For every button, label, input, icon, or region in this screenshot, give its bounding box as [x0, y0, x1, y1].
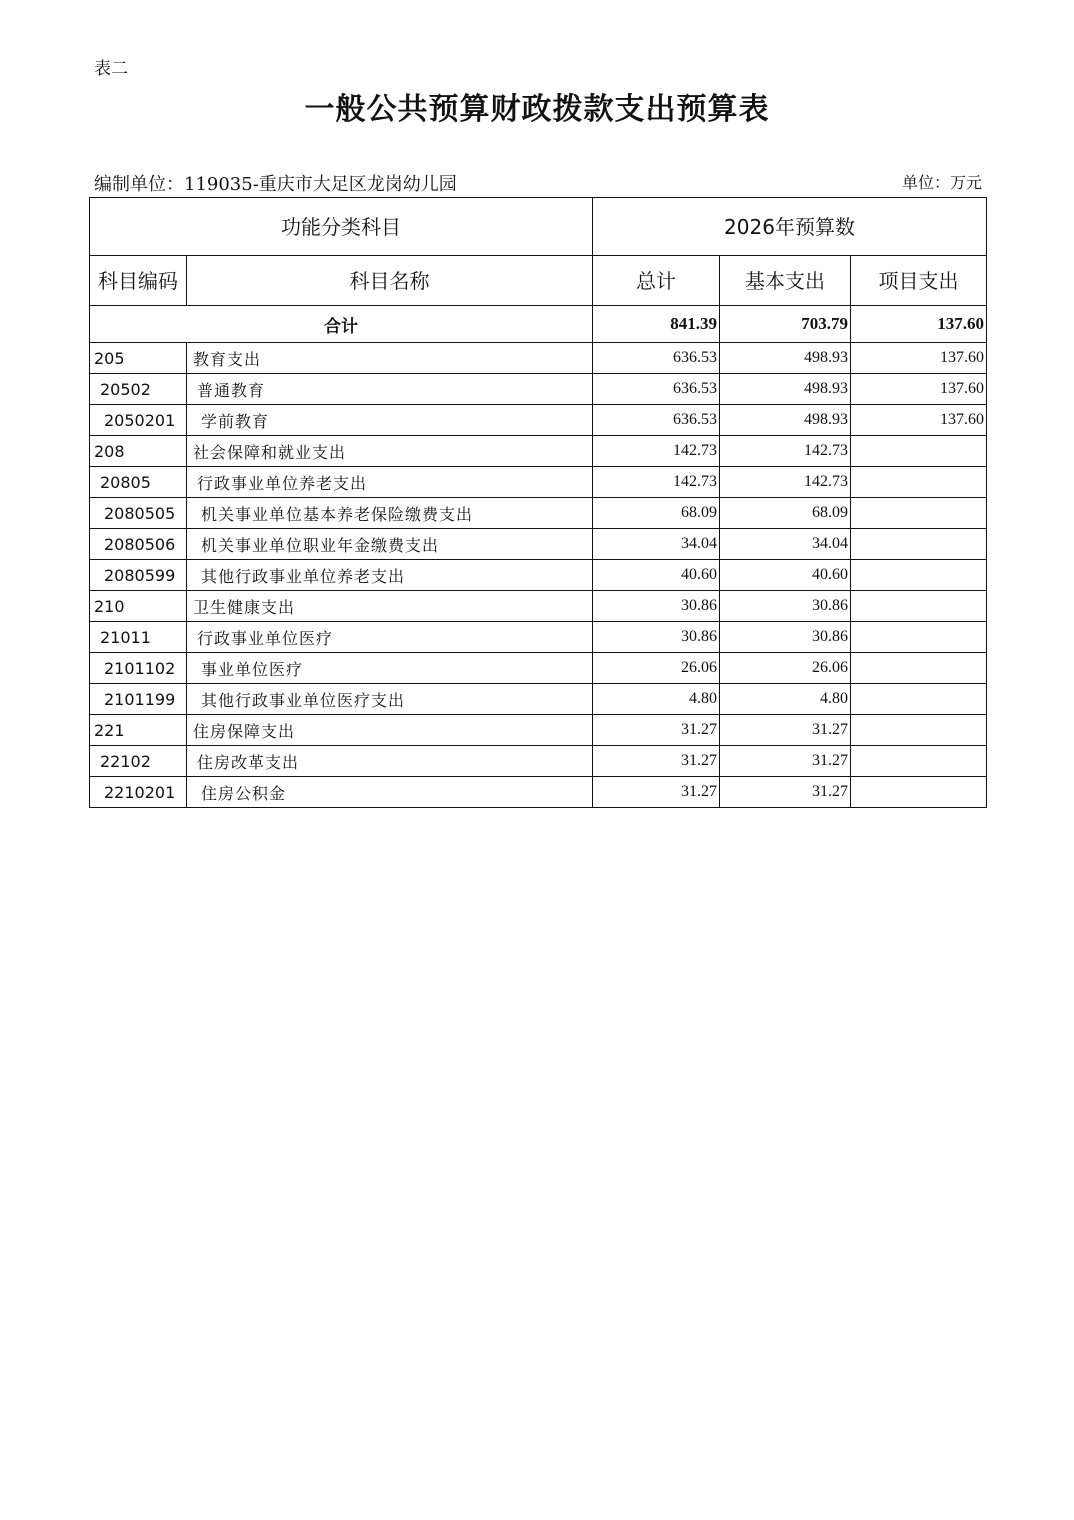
name-cell: 其他行政事业单位养老支出 — [187, 560, 593, 591]
table-row — [90, 684, 987, 715]
total-cell: 142.73 — [593, 467, 720, 498]
table-row — [90, 343, 987, 374]
unit-label: 单位：万元 — [901, 173, 982, 192]
project-cell — [851, 529, 987, 560]
name-cell: 普通教育 — [187, 374, 593, 405]
name-cell: 学前教育 — [187, 405, 593, 436]
total-project: 137.60 — [851, 306, 987, 343]
name-cell: 事业单位医疗 — [187, 653, 593, 684]
basic-cell: 498.93 — [720, 343, 851, 374]
code-cell: 20805 — [90, 467, 187, 498]
table-body — [90, 306, 987, 808]
table-row — [90, 498, 987, 529]
project-cell — [851, 777, 987, 808]
code-cell: 208 — [90, 436, 187, 467]
project-cell — [851, 653, 987, 684]
name-cell: 教育支出 — [187, 343, 593, 374]
project-cell: 137.60 — [851, 343, 987, 374]
basic-cell: 4.80 — [720, 684, 851, 715]
code-cell: 22102 — [90, 746, 187, 777]
name-cell: 机关事业单位职业年金缴费支出 — [187, 529, 593, 560]
table-row — [90, 560, 987, 591]
table-row — [90, 653, 987, 684]
header-basic: 基本支出 — [720, 256, 851, 306]
name-cell: 住房保障支出 — [187, 715, 593, 746]
table-row — [90, 715, 987, 746]
basic-cell: 40.60 — [720, 560, 851, 591]
org-label: 编制单位：119035-重庆市大足区龙岗幼儿园 — [94, 174, 457, 195]
code-cell: 2080505 — [90, 498, 187, 529]
table-row — [90, 467, 987, 498]
code-cell: 2101102 — [90, 653, 187, 684]
project-cell — [851, 436, 987, 467]
name-cell: 卫生健康支出 — [187, 591, 593, 622]
header-budget-year: 2026年预算数 — [593, 198, 987, 256]
total-basic: 703.79 — [720, 306, 851, 343]
table-row — [90, 746, 987, 777]
name-cell: 其他行政事业单位医疗支出 — [187, 684, 593, 715]
total-cell: 68.09 — [593, 498, 720, 529]
table-row — [90, 405, 987, 436]
basic-cell: 142.73 — [720, 467, 851, 498]
table-row — [90, 529, 987, 560]
project-cell — [851, 467, 987, 498]
table-row — [90, 374, 987, 405]
basic-cell: 68.09 — [720, 498, 851, 529]
name-cell: 机关事业单位基本养老保险缴费支出 — [187, 498, 593, 529]
project-cell — [851, 684, 987, 715]
total-cell: 636.53 — [593, 405, 720, 436]
total-cell: 142.73 — [593, 436, 720, 467]
total-cell: 26.06 — [593, 653, 720, 684]
total-cell: 636.53 — [593, 343, 720, 374]
code-cell: 221 — [90, 715, 187, 746]
project-cell — [851, 746, 987, 777]
project-cell — [851, 591, 987, 622]
total-cell: 30.86 — [593, 591, 720, 622]
code-cell: 2080599 — [90, 560, 187, 591]
project-cell: 137.60 — [851, 374, 987, 405]
project-cell — [851, 560, 987, 591]
total-row — [90, 306, 987, 343]
project-cell: 137.60 — [851, 405, 987, 436]
code-cell: 2050201 — [90, 405, 187, 436]
name-cell: 行政事业单位养老支出 — [187, 467, 593, 498]
header-func-category: 功能分类科目 — [90, 198, 593, 256]
total-cell: 4.80 — [593, 684, 720, 715]
code-cell: 2210201 — [90, 777, 187, 808]
header-total: 总计 — [593, 256, 720, 306]
table-label: 表二 — [94, 59, 128, 79]
total-cell: 31.27 — [593, 777, 720, 808]
total-cell: 34.04 — [593, 529, 720, 560]
code-cell: 2101199 — [90, 684, 187, 715]
total-label: 合计 — [90, 306, 593, 343]
project-cell — [851, 498, 987, 529]
header-project: 项目支出 — [851, 256, 987, 306]
table-row — [90, 777, 987, 808]
table-row — [90, 436, 987, 467]
basic-cell: 30.86 — [720, 622, 851, 653]
table-row — [90, 591, 987, 622]
code-cell: 21011 — [90, 622, 187, 653]
total-total: 841.39 — [593, 306, 720, 343]
basic-cell: 31.27 — [720, 715, 851, 746]
total-cell: 30.86 — [593, 622, 720, 653]
basic-cell: 142.73 — [720, 436, 851, 467]
table-row — [90, 622, 987, 653]
code-cell: 2080506 — [90, 529, 187, 560]
header-code: 科目编码 — [90, 256, 187, 306]
total-cell: 31.27 — [593, 715, 720, 746]
name-cell: 住房公积金 — [187, 777, 593, 808]
name-cell: 住房改革支出 — [187, 746, 593, 777]
total-cell: 31.27 — [593, 746, 720, 777]
basic-cell: 30.86 — [720, 591, 851, 622]
name-cell: 社会保障和就业支出 — [187, 436, 593, 467]
code-cell: 20502 — [90, 374, 187, 405]
project-cell — [851, 622, 987, 653]
total-cell: 636.53 — [593, 374, 720, 405]
code-cell: 210 — [90, 591, 187, 622]
total-cell: 40.60 — [593, 560, 720, 591]
header-name: 科目名称 — [187, 256, 593, 306]
project-cell — [851, 715, 987, 746]
code-cell: 205 — [90, 343, 187, 374]
budget-table — [89, 197, 987, 808]
basic-cell: 26.06 — [720, 653, 851, 684]
basic-cell: 498.93 — [720, 374, 851, 405]
basic-cell: 34.04 — [720, 529, 851, 560]
name-cell: 行政事业单位医疗 — [187, 622, 593, 653]
basic-cell: 498.93 — [720, 405, 851, 436]
basic-cell: 31.27 — [720, 746, 851, 777]
basic-cell: 31.27 — [720, 777, 851, 808]
page-title: 一般公共预算财政拨款支出预算表 — [304, 92, 770, 127]
